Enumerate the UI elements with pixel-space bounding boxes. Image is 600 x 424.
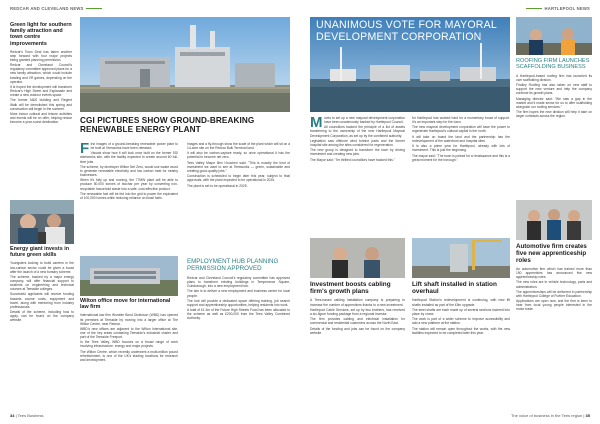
green-light-body: Redcar's Town Deal has taken another step forward with four major projects being granted planning permission. Redcar and Cleveland Council's regulatory committee approved plans for a new family attraction, which could include bowling and VR games, depending on the operator. It is hoped the development will transform Redcar's High Street and Esplanade and create a new outdoor events space. The former M&S building and Regent Walk will be demolished this spring and construction will begin in the summer. More indoor cultural and leisure activities and events will be on offer, helping redcar become a year-round destination. — [10, 49, 72, 125]
roofing-headline: ROOFING FIRM LAUNCHES SCAFFOLDING BUSINESS — [516, 58, 590, 71]
mayoral-body-col2: for Hartlepool has worked hard for a momentary boost of support. It's an important step for the town. The new mayoral development corporation will have the power to regenerate Hartlepool's cultural capital in the north. It will take on board the land and the partnership has the redevelopment of the waterfront and hospital sites. It is also a prime year for Hartlepool, already with lots of investment. This is just the beginning. The mayor said: "The town is poised for a renaissance and this is a great moment for the borough." — [412, 116, 510, 162]
running-head: REDCAR AND CLEVELAND NEWS — [10, 6, 105, 11]
cgi-body-col2: Images and a fly-through show the scale of the plant which will sit on a 14-acre site on the Redcar Bulk Terminal land. It will also be carbon-capture ready, so once operational it has the potential to become net zero. Tees Valley Mayor Ben Houchen said: "This is exactly the kind of investment we want to see at Teesworks — green, sustainable and creating good-quality jobs." Construction is scheduled to begin later this year, subject to final approvals, with the plant expected to be operational in 2025. The plant is set to be operational in 2025. — [187, 142, 290, 188]
roofing-body: A Hartlepool-based roofing firm has launched its own scaffolding division. Findley Roofing has also taken on new staff to support the new venture and help the company continue its growth plans. Managing director said: "We saw a gap in the market and it made sense for us to offer scaffolding alongside our roofing services." The firm hopes the new division will help it take on larger contracts across the region. — [516, 73, 592, 119]
investment-headline: Investment boosts cabling firm's growth plans — [310, 281, 391, 296]
roofing-photo — [516, 17, 592, 55]
dropcap: M — [310, 116, 323, 131]
green-light-headline: Green light for southern family attraction and town centre improvements — [10, 22, 72, 47]
investment-photo — [310, 238, 405, 278]
cgi-headline-block — [80, 116, 290, 138]
lift-shaft-story — [412, 281, 510, 408]
automotive-body: An automotive firm which has trained more than 150 apprentices has announced five new apprenticeship roles. The new roles are in vehicle technology, parts and administration. The apprenticeships will be delivered in partnership with Hartlepool College of Further Education. Applications are open now, and the firm is keen to hear from local young people interested in the motor trade. — [516, 267, 592, 312]
wilton-body: International law firm Womble Bond Dickinson (WBD) has opened its premises at Teesside by moving into a larger office at The Wilton Centre, near Redcar. WBD's new offices are adjacent to the Wilton International site, one of the key areas containing Teesside's industrial cluster and part of the Teesside Freeport. In the Tees Valley, WBD focuses on a broad range of work involving infrastructure, energy and major projects. The Wilton Centre, which recently underwent a multi-million pound refurbishment, is one of the UK's leading locations for research and development. — [80, 313, 178, 362]
energy-giant-body: Youngsters looking to build careers in the low-carbon sector could be given a boost after the launch of a new bursary scheme. The scheme, backed by a major energy company, will offer financial support to students on engineering and technical courses at Teesside colleges. Successful applicants will receive funding towards course costs, equipment and travel, along with mentoring from industry professionals. Details of the scheme, including how to apply, can be found on the company website. — [10, 261, 74, 323]
lift-shaft-headline: Lift shaft installed in station overhaul — [412, 281, 497, 296]
employment-hub-headline: EMPLOYMENT HUB PLANNING PERMISSION APPROVED — [187, 258, 279, 272]
dropcap: F — [80, 142, 90, 157]
right-page — [300, 0, 600, 424]
automotive-photo — [516, 200, 592, 240]
folio-right: The voice of business in the Tees region | 35 — [510, 413, 590, 418]
employment-hub-story — [187, 258, 290, 408]
roofing-story — [516, 58, 592, 196]
mayoral-headline-block — [316, 20, 506, 68]
cgi-body-col1: F irst images of a ground-breaking renewable power plant to be built at Teesworks have been released. Visuals show how it will look once built on the former SSI steelworks site, with the facility expected to create around 60 full-time jobs. The scheme, by developer Wilton Net Zero, would use waste wood to generate renewable electricity and low carbon heat for nearby businesses. When it's fully up and running, the 77MW plant will be able to produce 50,000 tonnes of biochar per year by converting non-recyclable household waste into a safe, cost-effective product. The renewable fuel will be fed into the grid to power the equivalent of 100,000 homes while reducing reliance on fossil fuels. — [80, 142, 178, 200]
mayoral-body-col1: M oves to set up a new mayoral development corporation have been unanimously backed by Hartlepool Council. All councillors backed the principle of a list of assets transferring to the ownership of the new Hartlepool Mayoral Development Corporation, as set up by the combined authority. Legislation saw offshore wind turbine parts and the former hospital site among the sites considered for regeneration. The new group is designed to transform the town by driving investment and creating new jobs. The Mayor said: "I'm thrilled councillors have backed this." — [310, 116, 405, 162]
mayoral-headline: UNANIMOUS VOTE FOR MAYORAL DEVELOPMENT CORPORATION — [316, 20, 497, 43]
automotive-story — [516, 243, 592, 408]
running-head-right: HARTLEPOOL NEWS — [523, 6, 591, 11]
wilton-photo — [80, 256, 178, 296]
investment-story — [310, 281, 405, 408]
energy-giant-headline: Energy giant invests in future green skills — [10, 246, 70, 259]
folio-left: 34 | Tees Business — [10, 413, 44, 418]
wilton-story — [80, 298, 178, 408]
green-light-story — [10, 22, 72, 202]
wilton-headline: Wilton office move for international law firm — [80, 298, 171, 311]
energy-photo — [10, 200, 74, 244]
lift-shaft-photo — [412, 238, 510, 278]
automotive-headline: Automotive firm creates five new apprenticeship roles — [516, 243, 587, 264]
lift-shaft-body: Hartlepool Station's redevelopment is continuing, with new lift shafts installed as part of the £5m upgrade. The steel shafts are each made up of several sections lowered into place by crane. The work is part of a wider scheme to improve accessibility and add a new platform at the station. The station will remain open throughout the works, with the new facilities expected to be completed later this year. — [412, 298, 510, 335]
renewable-plant-photo — [80, 17, 290, 112]
cgi-headline: CGI PICTURES SHOW GROUND-BREAKING RENEWABLE ENERGY PLANT — [80, 116, 255, 135]
investment-body: A Tees-based cabling installation company is preparing to increase the number of apprentices thanks to a new investment. Hartlepool Cable Services, set up by two brothers, has received a six-figure funding package from a regional investor. The firm provides cabling and electrical installation for commercial and residential customers across the North East. Details of the funding and jobs can be found on the company website. — [310, 298, 405, 335]
employment-hub-body: Redcar and Cleveland Council's regulatory committee has approved plans to transform existing buildings in Temperance Square, Guisborough, into a new employment hub. The aim is to deliver a new employment and business centre for local people. The hub will provide a dedicated space offering training, job search support and apprenticeship opportunities, helping residents into work. A total of £1.3m of the Future High Streets Fund has been allocated to the scheme as well as £200,000 from the Tees Valley Combined Authority. — [187, 276, 290, 321]
energy-giant-story — [10, 246, 74, 408]
